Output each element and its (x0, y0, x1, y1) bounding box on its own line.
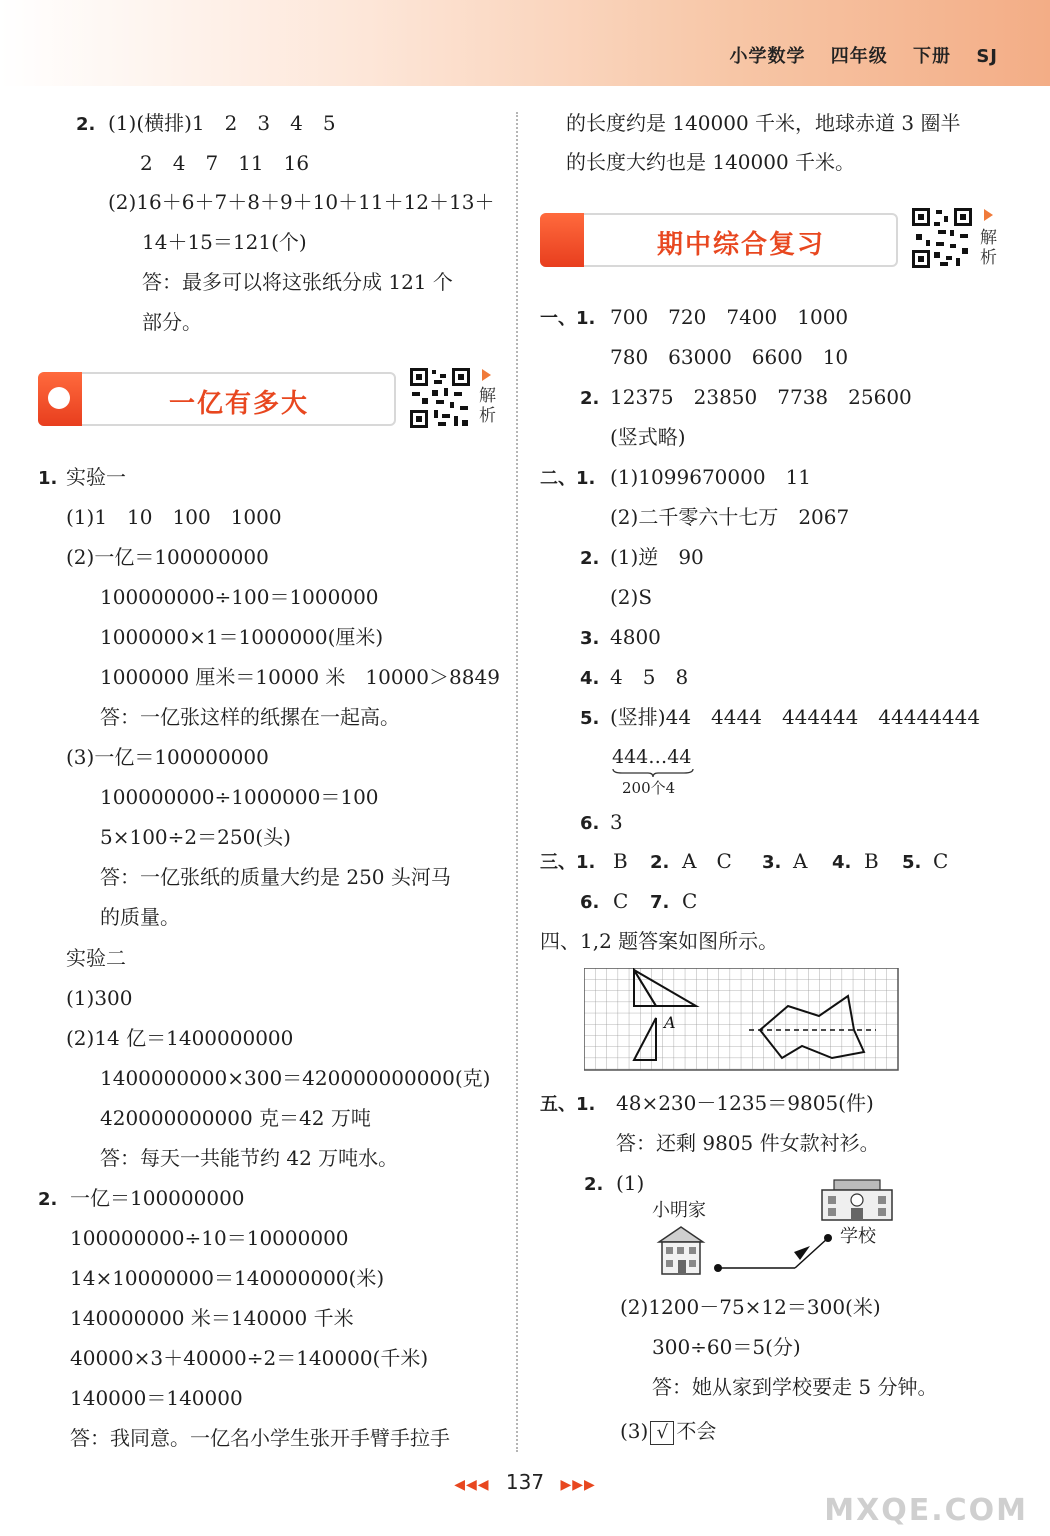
q-number: 2. (580, 388, 600, 409)
q-number: 6. (580, 813, 600, 834)
answer-line: C (613, 889, 629, 913)
answer-line: 700 720 7400 1000 (610, 305, 849, 329)
section-label: 五、1. (540, 1094, 596, 1115)
answer-line: (2)S (610, 585, 653, 609)
answer-line: 1000000 厘米＝10000 米 10000＞8849 (100, 665, 500, 689)
answer-line: B (613, 849, 628, 873)
q-number: 5. (902, 852, 922, 873)
section-banner (540, 213, 898, 267)
answer-line: 4800 (610, 625, 661, 649)
answer-line: 答：一亿张纸的质量大约是 250 头河马 (100, 865, 451, 889)
section-title: 一亿有多大 (168, 389, 309, 419)
answer-line: 14＋15＝121(个) (142, 230, 307, 254)
circle-icon (48, 387, 70, 409)
answer-line: 答：每天一共能节约 42 万吨水。 (100, 1146, 399, 1170)
answer-line: 的质量。 (100, 905, 180, 929)
banner-tab (38, 372, 82, 426)
check-box: √ (650, 1421, 674, 1445)
school-icon (820, 1178, 894, 1222)
answer-line: 实验一 (66, 465, 126, 489)
page-number: ◀◀◀ 137 ▶▶▶ (454, 1470, 596, 1494)
answer-line: A C (682, 849, 732, 873)
section-banner (38, 372, 396, 426)
answer-line: (1) (616, 1171, 645, 1195)
brace-label: 200个4 (622, 779, 676, 797)
banner-tab (540, 213, 584, 267)
answer-line: (3)一亿＝100000000 (66, 745, 269, 769)
answer-line: (1)逆 90 (610, 545, 704, 569)
section-label: 一、1. (540, 308, 596, 329)
section-label: 二、1. (540, 468, 596, 489)
q-number: 3. (762, 852, 782, 873)
home-label: 小明家 (652, 1200, 706, 1221)
play-icon (482, 369, 491, 381)
qr-code-icon[interactable] (910, 206, 974, 270)
answer-line: A (793, 849, 808, 873)
answer-line: (1)1 10 100 1000 (66, 505, 282, 529)
q-number: 3. (580, 628, 600, 649)
answer-line: 12375 23850 7738 25600 (610, 385, 912, 409)
answer-line: (2)二千零六十七万 2067 (610, 505, 850, 529)
answer-line: (竖排)44 4444 444444 44444444 (610, 705, 981, 729)
answer-line: 一亿＝100000000 (70, 1186, 245, 1210)
section-label: 四、1,2 题答案如图所示。 (540, 929, 779, 953)
answer-line: (2)14 亿＝1400000000 (66, 1026, 294, 1050)
section-label: 三、1. (540, 852, 596, 873)
answer-line: 5×100÷2＝250(头) (100, 825, 291, 849)
answer-line: 4 5 8 (610, 665, 689, 689)
page-header (711, 42, 998, 68)
q1-number: 1. (38, 468, 58, 489)
answer-line: 答：她从家到学校要走 5 分钟。 (652, 1375, 938, 1399)
answer-line: 140000＝140000 (70, 1386, 243, 1410)
q-number: 2. (580, 548, 600, 569)
answer-line: (竖式略) (610, 425, 686, 449)
answer-line: 40000×3＋40000÷2＝140000(千米) (70, 1346, 429, 1370)
q-number: 6. (580, 892, 600, 913)
answer-line: (1)(横排)1 2 3 4 5 (108, 111, 336, 135)
answer-line: (2)1200－75×12＝300(米) (620, 1295, 881, 1319)
column-divider (516, 112, 518, 1452)
answer-line: 140000000 米＝140000 千米 (70, 1306, 354, 1330)
house-icon (656, 1224, 706, 1276)
header-volume: 下册 (913, 46, 952, 67)
q-number: 7. (650, 892, 670, 913)
answer-line: 14×10000000＝140000000(米) (70, 1266, 385, 1290)
answer-line: 300÷60＝5(分) (652, 1335, 801, 1359)
q-number: 5. (580, 708, 600, 729)
answer-line: 答：一亿张这样的纸摞在一起高。 (100, 705, 400, 729)
answer-line: 780 63000 6600 10 (610, 345, 849, 369)
answer-line: 420000000000 克＝42 万吨 (100, 1106, 371, 1130)
header-grade: 四年级 (830, 46, 888, 67)
answer-line: (3) √ 不会 (620, 1419, 717, 1443)
answer-line: 100000000÷100＝1000000 (100, 585, 379, 609)
answer-line: C (682, 889, 698, 913)
q-number: 4. (832, 852, 852, 873)
q2-number: 2. (38, 1189, 58, 1210)
answer-line: 答：最多可以将这张纸分成 121 个 (142, 270, 453, 294)
answer-line: 的长度约是 140000 千米，地球赤道 3 圈半 (566, 111, 961, 135)
answer-line: 48×230－1235＝9805(件) (616, 1091, 874, 1115)
answer-line: 3 (610, 810, 623, 834)
q-number: 2. (584, 1174, 604, 1195)
answer-line: 答：还剩 9805 件女款衬衫。 (616, 1131, 880, 1155)
next-arrows-icon: ▶▶▶ (560, 1477, 596, 1493)
qr-label: 解 析 (980, 228, 997, 268)
qr-code-icon[interactable] (408, 366, 472, 430)
point-label: A (664, 1013, 676, 1032)
answer-line: B (864, 849, 879, 873)
answer-line: 2 4 7 11 16 (140, 151, 310, 175)
header-edition: SJ (976, 46, 998, 67)
answer-line: 1000000×1＝1000000(厘米) (100, 625, 384, 649)
answer-line: 100000000÷10＝10000000 (70, 1226, 349, 1250)
underbrace-icon (612, 768, 694, 778)
header-subject: 小学数学 (729, 46, 806, 67)
answer-line: 实验二 (66, 946, 126, 970)
q-number: 2. (650, 852, 670, 873)
answer-line: (1)300 (66, 986, 133, 1010)
q2-number: 2. (76, 114, 96, 135)
qr-label: 解 析 (479, 386, 496, 426)
answer-line: 的长度大约也是 140000 千米。 (566, 150, 856, 174)
answer-line: 答：我同意。一亿名小学生张开手臂手拉手 (70, 1426, 450, 1450)
brace-number: 444…44 (612, 746, 692, 768)
answer-line: (2)一亿＝100000000 (66, 545, 269, 569)
answer-line: (2)16＋6＋7＋8＋9＋10＋11＋12＋13＋ (108, 190, 495, 214)
section-title: 期中综合复习 (656, 230, 825, 260)
prev-arrows-icon: ◀◀◀ (454, 1477, 490, 1493)
grid-figure (584, 968, 900, 1072)
q-number: 4. (580, 668, 600, 689)
answer-line: 部分。 (142, 310, 202, 334)
school-label: 学校 (840, 1226, 876, 1247)
play-icon (984, 209, 993, 221)
answer-line: (1)1099670000 11 (610, 465, 812, 489)
answer-line: C (933, 849, 949, 873)
answer-line: 100000000÷1000000＝100 (100, 785, 379, 809)
answer-line: 1400000000×300＝420000000000(克) (100, 1066, 491, 1090)
watermark: MXQE.COM (824, 1493, 1028, 1528)
